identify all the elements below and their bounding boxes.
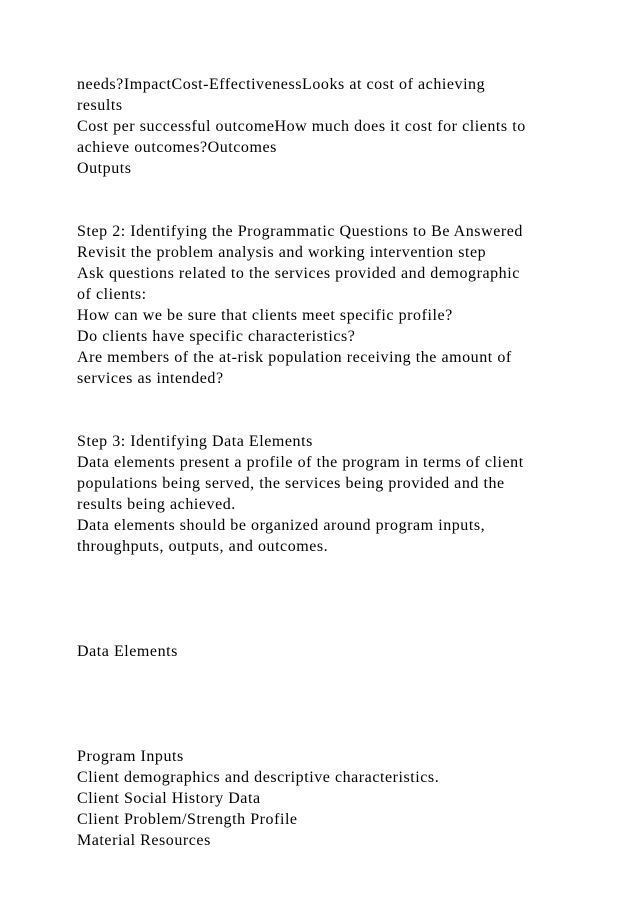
section-heading: Program Inputs [77, 748, 184, 765]
text-line: Client demographics and descriptive characteristics. [77, 769, 440, 786]
section-heading: Data Elements [77, 643, 178, 660]
section-heading: Step 3: Identifying Data Elements [77, 433, 313, 450]
text-line: Data elements present a profile of the program in terms of client [77, 454, 524, 471]
text-line: Material Resources [77, 832, 211, 849]
text-line: How can we be sure that clients meet specific profile? [77, 307, 453, 324]
blank-space [77, 179, 577, 221]
text-line: Are members of the at-risk population receiving the amount of [77, 349, 512, 366]
blank-space [77, 662, 577, 746]
text-line: Do clients have specific characteristics? [77, 328, 356, 345]
text-line: Client Social History Data [77, 790, 261, 807]
section-heading: Step 2: Identifying the Programmatic Questions to Be Answered [77, 223, 523, 240]
text-line: populations being served, the services being provided and the [77, 475, 505, 492]
text-line: results [77, 97, 123, 114]
text-line: services as intended? [77, 370, 224, 387]
text-line: Data elements should be organized around program inputs, [77, 517, 486, 534]
text-line: results being achieved. [77, 496, 236, 513]
text-line: Cost per successful outcomeHow much does it cost for clients to [77, 118, 526, 135]
text-line: needs?ImpactCost-EffectivenessLooks at cost of achieving [77, 76, 486, 93]
blank-space [77, 389, 577, 431]
blank-space [77, 557, 577, 641]
text-line: Client Problem/Strength Profile [77, 811, 298, 828]
text-line: Revisit the problem analysis and working intervention step [77, 244, 487, 261]
text-line: of clients: [77, 286, 147, 303]
text-line: Outputs [77, 160, 132, 177]
text-line: throughputs, outputs, and outcomes. [77, 538, 329, 555]
document-body [77, 74, 577, 851]
text-line: achieve outcomes?Outcomes [77, 139, 277, 156]
text-line: Ask questions related to the services provided and demographic [77, 265, 520, 282]
